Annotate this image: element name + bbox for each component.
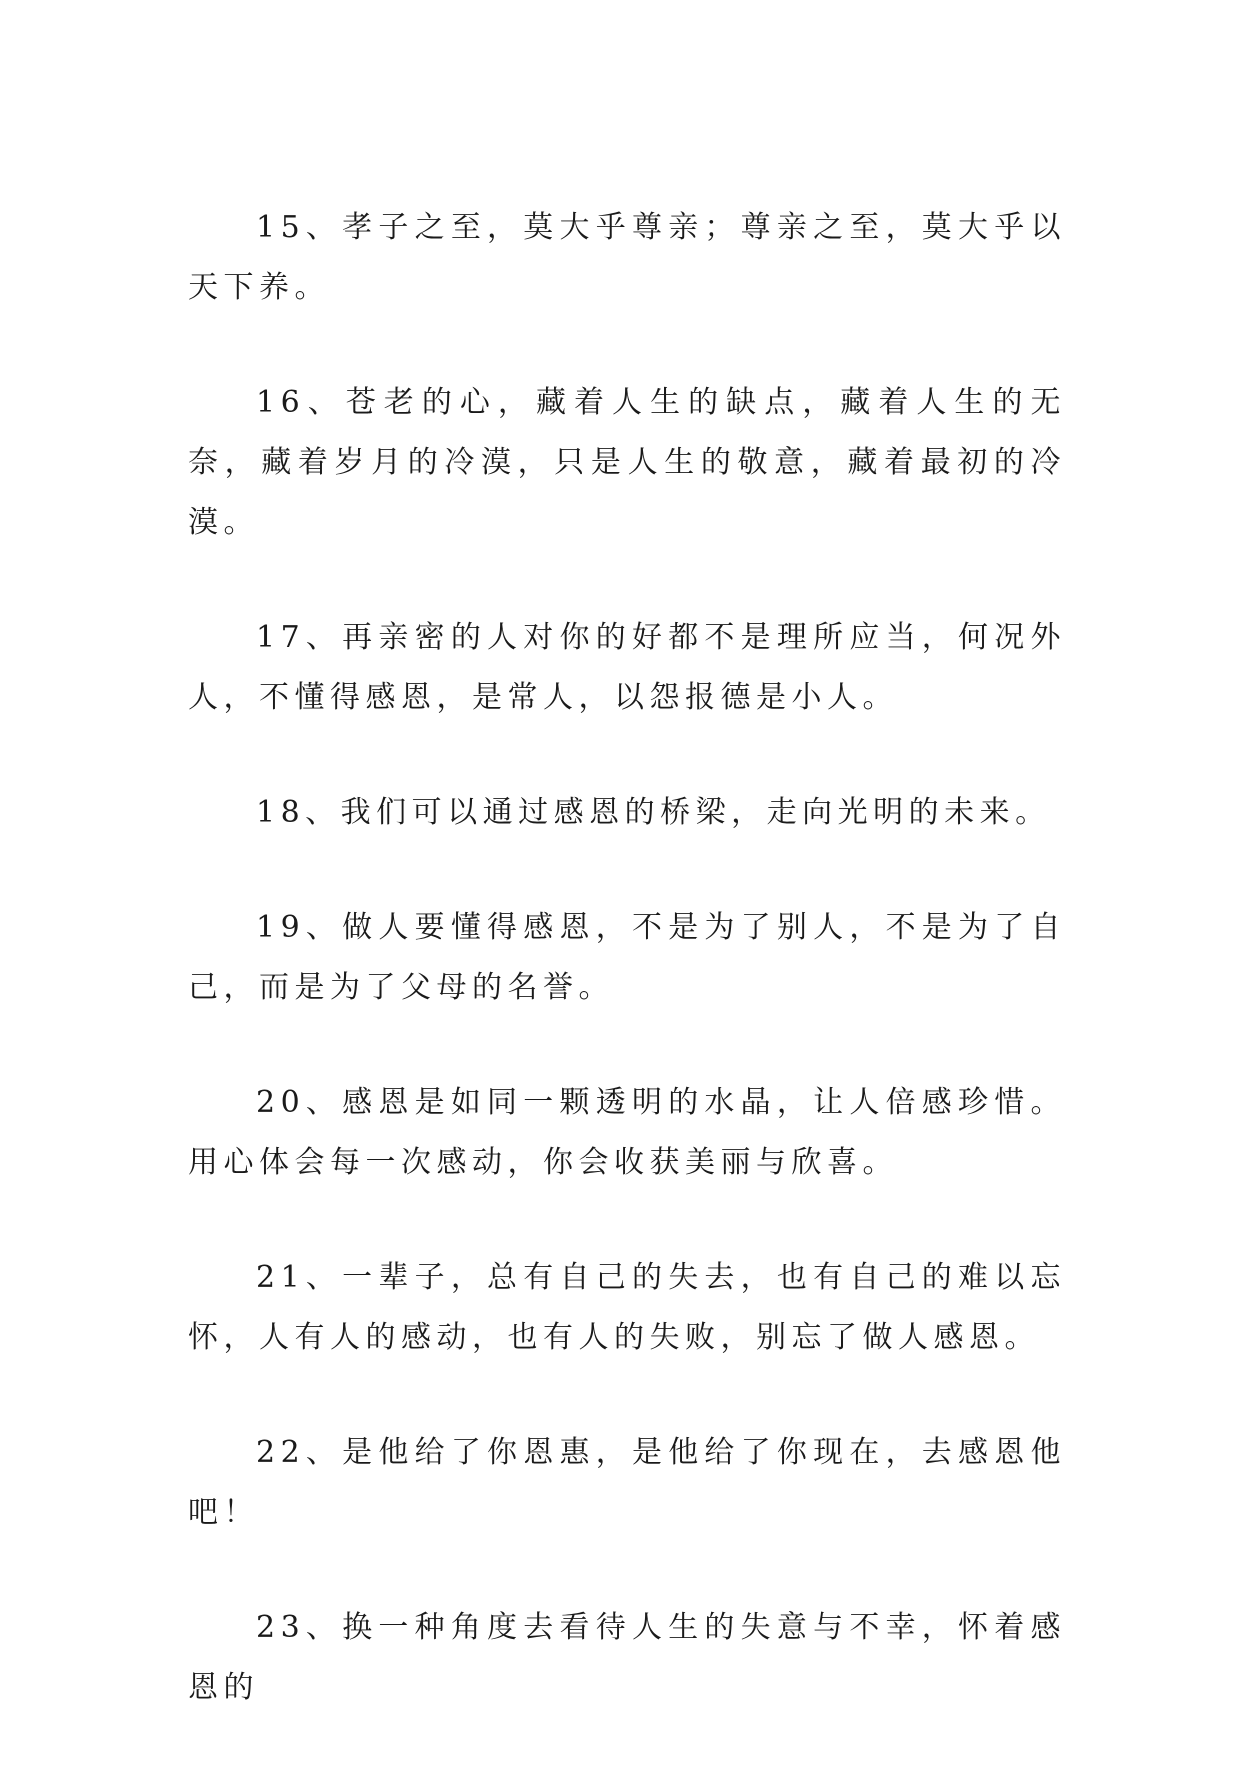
paragraph-17: 17、再亲密的人对你的好都不是理所应当，何况外人，不懂得感恩，是常人，以怨报德是小人。: [188, 620, 1066, 715]
paragraph-19: 19、做人要懂得感恩，不是为了别人，不是为了自己，而是为了父母的名誉。: [188, 910, 1066, 1005]
paragraph-21: 21、一辈子，总有自己的失去，也有自己的难以忘怀，人有人的感动，也有人的失败，别忘了做人感恩。: [188, 1260, 1066, 1355]
paragraph-15: 15、孝子之至，莫大乎尊亲；尊亲之至，莫大乎以天下养。: [188, 210, 1066, 305]
paragraph-23: 23、换一种角度去看待人生的失意与不幸，怀着感恩的: [188, 1610, 1066, 1705]
paragraph-20: 20、感恩是如同一颗透明的水晶，让人倍感珍惜。用心体会每一次感动，你会收获美丽与欣喜。: [188, 1085, 1066, 1180]
paragraph-22: 22、是他给了你恩惠，是他给了你现在，去感恩他吧！: [188, 1435, 1066, 1530]
paragraph-16: 16、苍老的心，藏着人生的缺点，藏着人生的无奈，藏着岁月的冷漠，只是人生的敬意，藏着最初的冷漠。: [188, 385, 1066, 540]
paragraph-18: 18、我们可以通过感恩的桥梁，走向光明的未来。: [256, 795, 1051, 830]
document-body: [188, 198, 1066, 1773]
